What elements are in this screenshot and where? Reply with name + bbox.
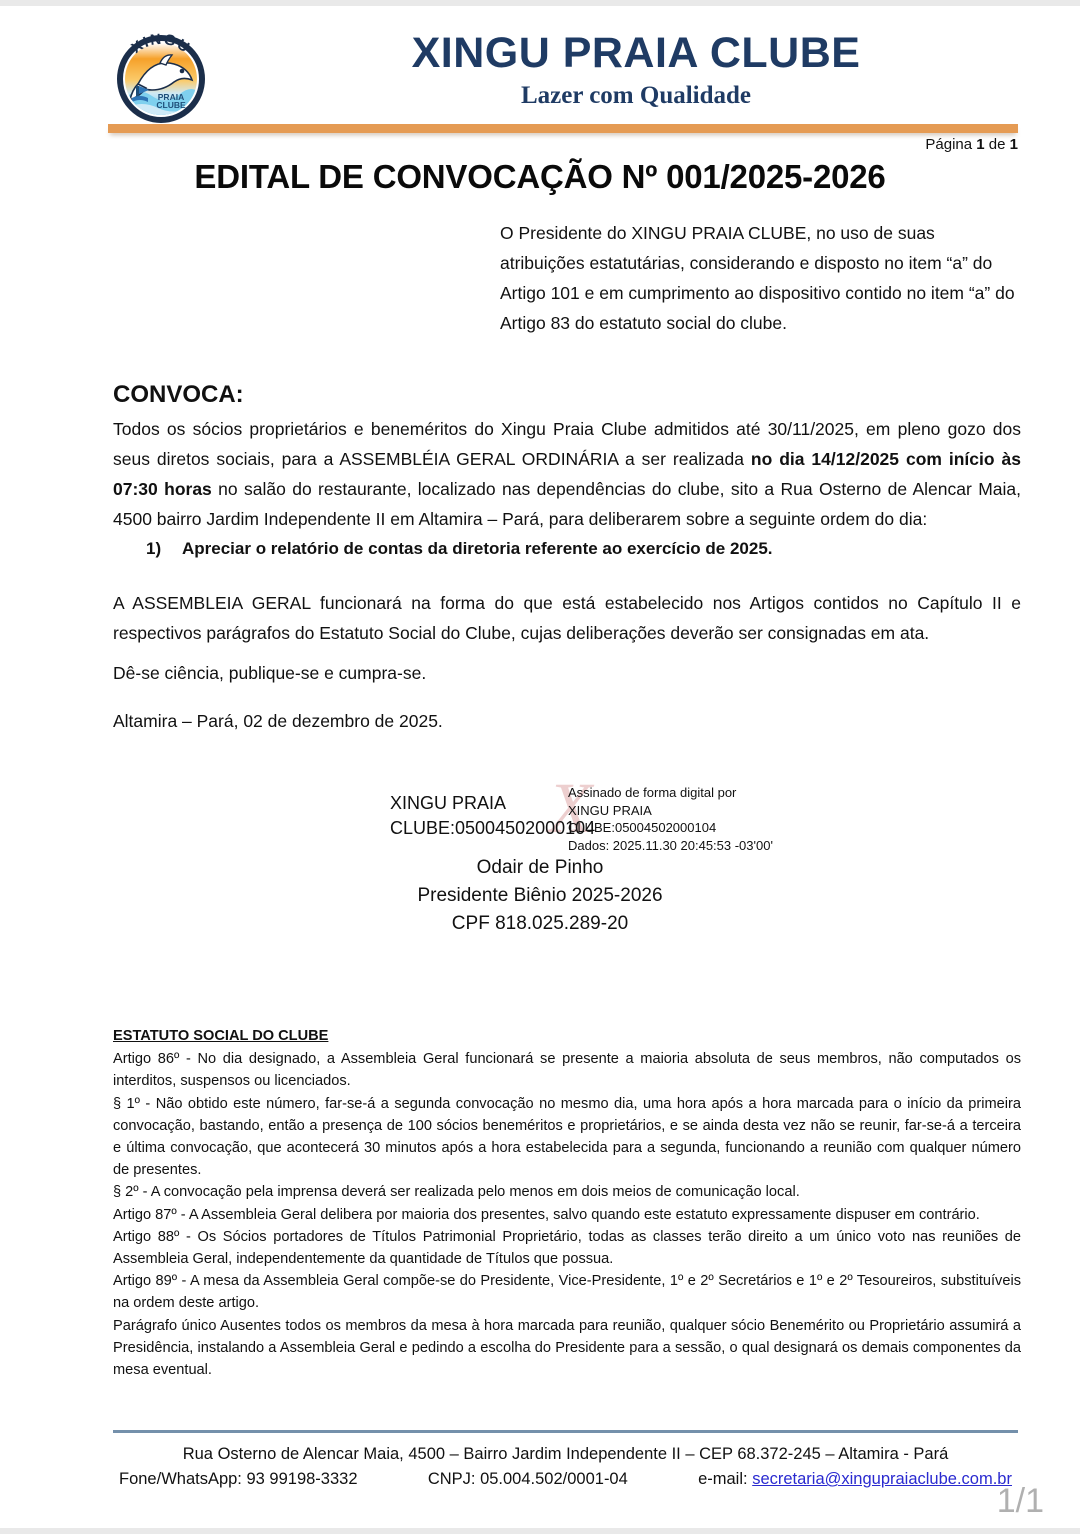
svg-text:PRAIA: PRAIA — [157, 92, 185, 102]
convoca-paragraph — [113, 414, 1021, 534]
org-title: XINGU PRAIA CLUBE — [411, 29, 861, 77]
convoca-text-part2: no salão do restaurante, localizado nas dependências do clube, sito a Rua Osterno de Alencar Maia, 4500 bairro Jardim Independente II em Altamira – Pará, para deliberarem sobre a seguinte ordem do dia: — [113, 479, 1021, 529]
page-counter-middle: de — [984, 136, 1010, 153]
signer-name: Odair de Pinho — [476, 857, 604, 878]
agenda-item — [146, 539, 1026, 559]
signature-details — [568, 784, 783, 854]
signature-subject — [390, 791, 596, 841]
intro-paragraph: O Presidente do XINGU PRAIA CLUBE, no uso de suas atribuições estatutárias, considerando e disposto no item “a” do Artigo 101 e em cumprimento ao dispositivo contido no item “a” do Artigo 83 do estatuto social do clube. — [500, 223, 1015, 333]
footer-contact-row — [113, 1467, 1018, 1492]
convoca-heading: CONVOCA: — [113, 381, 244, 408]
signature-subject-line2: CLUBE:05004502000104 — [390, 818, 596, 838]
signature-subject-line1: XINGU PRAIA — [390, 793, 507, 813]
ciencia-paragraph: Dê-se ciência, publique-se e cumpra-se. — [113, 663, 427, 683]
statute-article: Artigo 86º - No dia designado, a Assembleia Geral funcionará se presente a maioria absoluta de seus membros, não computados os interditos, suspensos ou licenciados. — [113, 1051, 1021, 1090]
page-counter — [925, 136, 1018, 153]
agenda-item-number: 1) — [146, 539, 162, 558]
statute-article: Artigo 87º - A Assembleia Geral delibera por maioria dos presentes, salvo quando este estatuto expressamente dispuser em contrário. — [113, 1206, 980, 1223]
viewer-page-indicator: 1/1 — [996, 1482, 1044, 1520]
digital-signature-stamp — [380, 768, 780, 853]
page-counter-prefix: Página — [925, 136, 977, 153]
document-page — [0, 6, 1080, 1528]
signer-role: Presidente Biênio 2025-2026 — [417, 885, 663, 906]
convoca-datetime: no dia 14/12/2025 com início às 07:30 horas — [113, 449, 1021, 499]
signer-cpf: CPF 818.025.289-20 — [451, 913, 629, 934]
svg-text:XINGU: XINGU — [128, 30, 194, 57]
document-header — [0, 6, 1080, 153]
signature-detail-line2: XINGU PRAIA — [568, 802, 652, 818]
page-counter-current: 1 — [976, 136, 985, 153]
footer-address: Rua Osterno de Alencar Maia, 4500 – Bairro Jardim Independente II – CEP 68.372-245 – Altamira - Pará — [182, 1445, 949, 1463]
footer-divider — [113, 1430, 1018, 1433]
convoca-text-part1: Todos os sócios proprietários e beneméritos do Xingu Praia Clube admitidos até 30/11/2025, em pleno gozo dos seus diretos sociais, para a ASSEMBLÉIA GERAL ORDINÁRIA a ser realizada — [113, 419, 1021, 469]
club-logo-icon — [108, 24, 214, 130]
signature-watermark-icon: X — [548, 768, 592, 848]
signature-detail-line4: Dados: 2025.11.30 20:45:53 -03'00' — [568, 837, 773, 853]
place-date-paragraph: Altamira – Pará, 02 de dezembro de 2025. — [113, 711, 443, 731]
footer-email-link[interactable]: secretaria@xingupraiaclube.com.br — [752, 1470, 1012, 1488]
footer-phone: Fone/WhatsApp: 93 99198-3332 — [119, 1470, 358, 1488]
statute-article: § 2º - A convocação pela imprensa deverá ser realizada pelo menos em dois meios de comunicação local. — [113, 1184, 800, 1201]
agenda-item-text: Apreciar o relatório de contas da diretoria referente ao exercício de 2025. — [182, 539, 773, 558]
document-title: EDITAL DE CONVOCAÇÃO Nº 001/2025-2026 — [194, 158, 886, 195]
statute-article: Artigo 88º - Os Sócios portadores de Títulos Patrimonial Proprietário, todas as classes terão direito a um único voto nas reuniões de Assembleia Geral, independentemente da quantidade de Títulos que possua. — [113, 1228, 1021, 1268]
footer-cnpj: CNPJ: 05.004.502/0001-04 — [427, 1470, 628, 1488]
statute-article: Parágrafo único Ausentes todos os membros da mesa à hora marcada para reunião, qualquer sócio Benemérito ou Proprietário assumirá a Presidência, instalando a Assembleia Geral e pedindo a escolha do Presidente para a sessão, o qual designará os demais componentes da mesa eventual. — [113, 1317, 1021, 1379]
page-counter-total: 1 — [1009, 136, 1018, 153]
header-divider — [108, 124, 1018, 133]
statute-section — [113, 1025, 1021, 1381]
signature-detail-line3: CLUBE:05004502000104 — [568, 820, 717, 835]
document-footer — [113, 1442, 1018, 1492]
assembleia-paragraph: A ASSEMBLEIA GERAL funcionará na forma do que está estabelecido nos Artigos contidos no Capítulo II e respectivos parágrafos do Estatuto Social do Clube, cujas deliberações deverão ser consignadas em ata. — [113, 593, 1021, 643]
signature-detail-line1: Assinado de forma digital por — [568, 785, 737, 800]
footer-email-group — [698, 1467, 1012, 1492]
org-identity — [232, 28, 1040, 112]
signer-block — [0, 854, 1080, 938]
statute-heading: ESTATUTO SOCIAL DO CLUBE — [113, 1028, 329, 1044]
org-tagline: Lazer com Qualidade — [520, 82, 752, 109]
svg-text:CLUBE: CLUBE — [156, 100, 186, 110]
footer-email-label: e-mail: — [698, 1470, 753, 1488]
statute-article: Artigo 89º - A mesa da Assembleia Geral compõe-se do Presidente, Vice-Presidente, 1º e 2º Secretários e 1º e 2º Tesoureiros, substituíveis na ordem deste artigo. — [113, 1273, 1021, 1312]
statute-article: § 1º - Não obtido este número, far-se-á a segunda convocação no mesmo dia, uma hora após a hora marcada para o início da primeira convocação, bastando, então a presença de 100 sócios beneméritos e proprietários, e se ainda desta vez não se reunir, far-se-á a terceira e última convocação, que acontecerá 30 minutos após a hora estabelecida para a segunda, funcionando a reunião com qualquer número de presentes. — [113, 1095, 1021, 1179]
